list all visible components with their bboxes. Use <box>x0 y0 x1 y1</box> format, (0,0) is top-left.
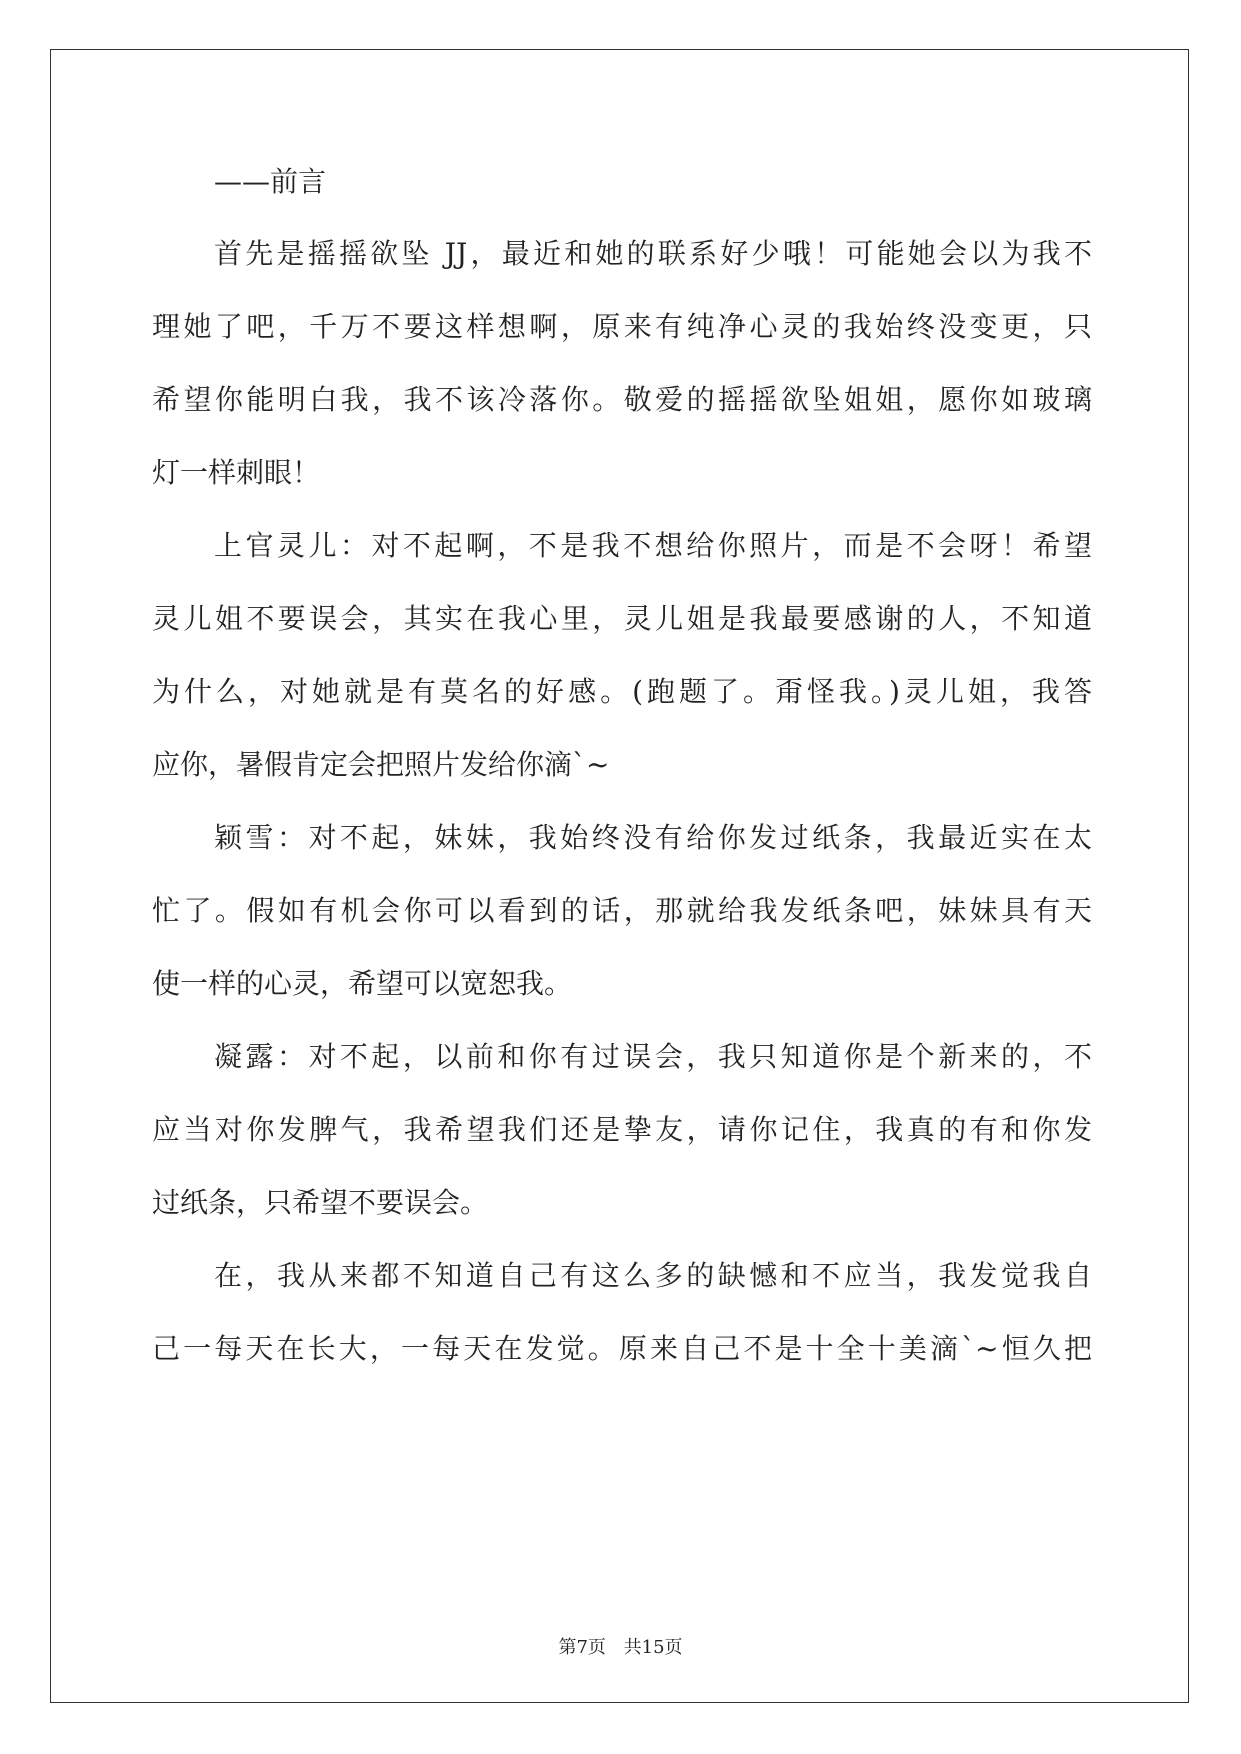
paragraph-line: 过纸条，只希望不要误会。 <box>152 1186 489 1219</box>
paragraph-line: 应当对你发脾气，我希望我们还是挚友，请你记住，我真的有和你发 <box>152 1113 1092 1146</box>
paragraph-line: 上官灵儿：对不起啊，不是我不想给你照片，而是不会呀！希望 <box>214 529 1092 562</box>
paragraph-line: 理她了吧，千万不要这样想啊，原来有纯净心灵的我始终没变更，只 <box>152 310 1092 343</box>
paragraph-line: 为什么，对她就是有莫名的好感。(跑题了。甭怪我。)灵儿姐，我答 <box>152 675 1092 708</box>
page-footer <box>0 1633 1241 1659</box>
paragraph-line: 希望你能明白我，我不该冷落你。敬爱的摇摇欲坠姐姐，愿你如玻璃 <box>152 383 1092 416</box>
paragraph-line: 使一样的心灵，希望可以宽恕我。 <box>152 967 573 1000</box>
paragraph-line: 凝露：对不起，以前和你有过误会，我只知道你是个新来的，不 <box>214 1040 1092 1073</box>
paragraph-line: 在，我从来都不知道自己有这么多的缺憾和不应当，我发觉我自 <box>214 1259 1092 1292</box>
page-total: 共15页 <box>623 1637 683 1658</box>
paragraph-line: 灵儿姐不要误会，其实在我心里，灵儿姐是我最要感谢的人，不知道 <box>152 602 1092 635</box>
page-number: 第7页 <box>558 1637 606 1658</box>
paragraph-line: 颖雪：对不起，妹妹，我始终没有给你发过纸条，我最近实在太 <box>214 821 1092 854</box>
paragraph-line: 应你，暑假肯定会把照片发给你滴`~ <box>152 748 610 781</box>
page-border <box>50 49 1189 1703</box>
paragraph-line: 灯一样刺眼！ <box>152 456 321 489</box>
paragraph-line: 忙了。假如有机会你可以看到的话，那就给我发纸条吧，妹妹具有天 <box>152 894 1092 927</box>
paragraph-line: 首先是摇摇欲坠 JJ，最近和她的联系好少哦！可能她会以为我不 <box>214 237 1092 270</box>
paragraph-line: 己一每天在长大，一每天在发觉。原来自己不是十全十美滴`~恒久把 <box>152 1332 1092 1365</box>
section-heading: ——前言 <box>214 165 327 198</box>
